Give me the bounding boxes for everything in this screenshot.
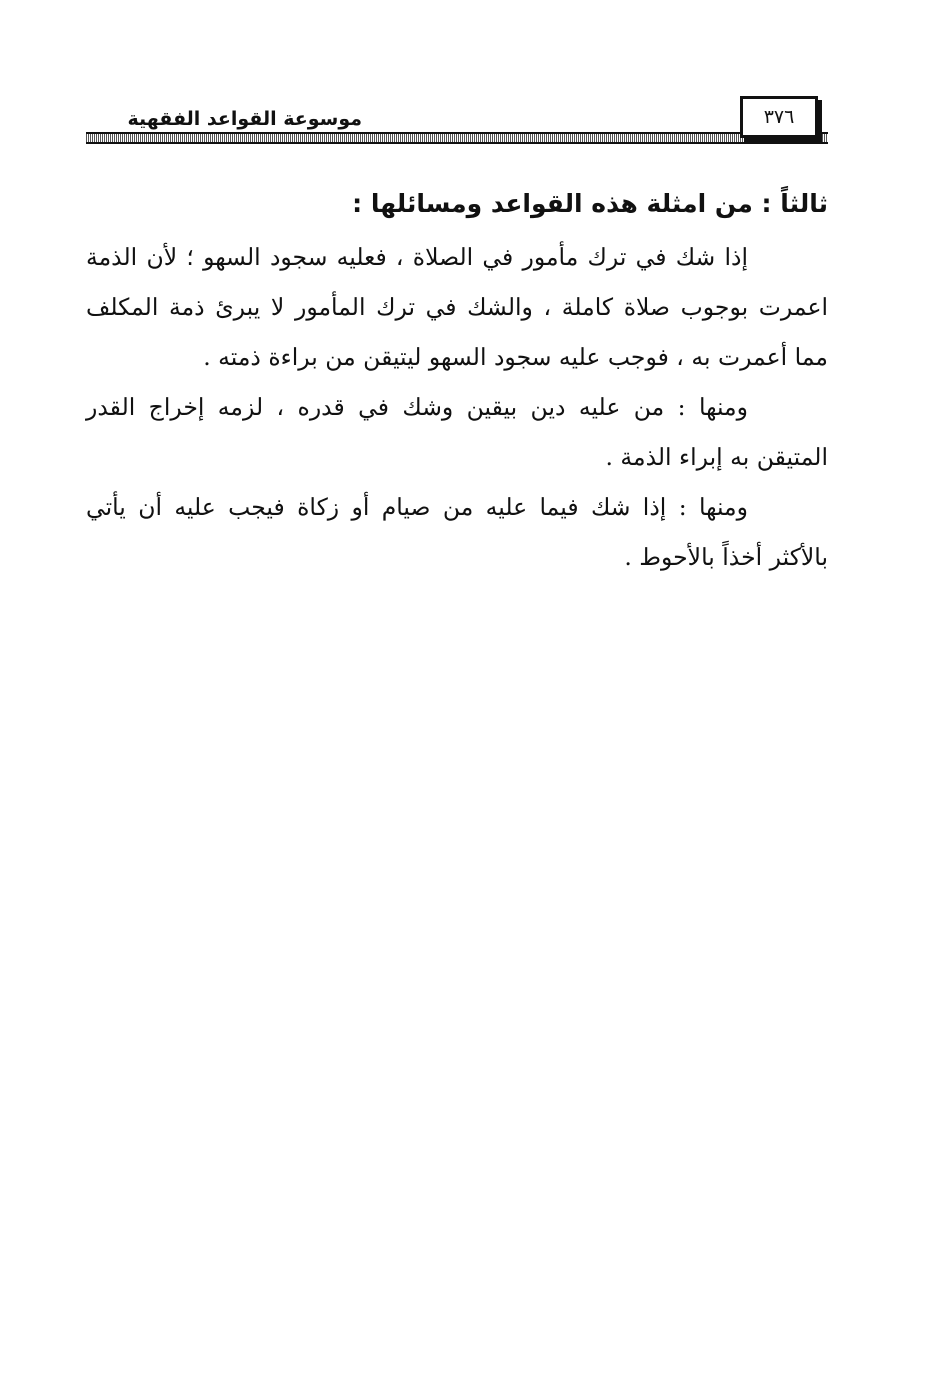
page-content	[86, 176, 828, 582]
paragraph-debt-example: ومنها : من عليه دين بيقين وشك في قدره ، لزمه إخراج القدر المتيقن به إبراء الذمة .	[86, 393, 828, 471]
section-heading: ثالثاً : من امثلة هذه القواعد ومسائلها :	[352, 189, 828, 218]
page-number: ٣٧٦	[740, 96, 818, 138]
book-title: موسوعة القواعد الفقهية	[127, 108, 362, 130]
paragraph-sahw-example: إذا شك في ترك مأمور في الصلاة ، فعليه سجود السهو ؛ لأن الذمة اعمرت بوجوب صلاة كاملة ، والشك في ترك المأمور لا يبرئ ذمة المكلف مما أعمرت به ، فوجب عليه سجود السهو ليتيقن من براءة ذمته .	[86, 243, 828, 371]
paragraph-fasting-zakat-example: ومنها : إذا شك فيما عليه من صيام أو زكاة فيجب عليه أن يأتي بالأكثر أخذاً بالأحوط .	[86, 493, 828, 571]
running-header	[86, 96, 828, 156]
header-rule	[86, 132, 828, 144]
